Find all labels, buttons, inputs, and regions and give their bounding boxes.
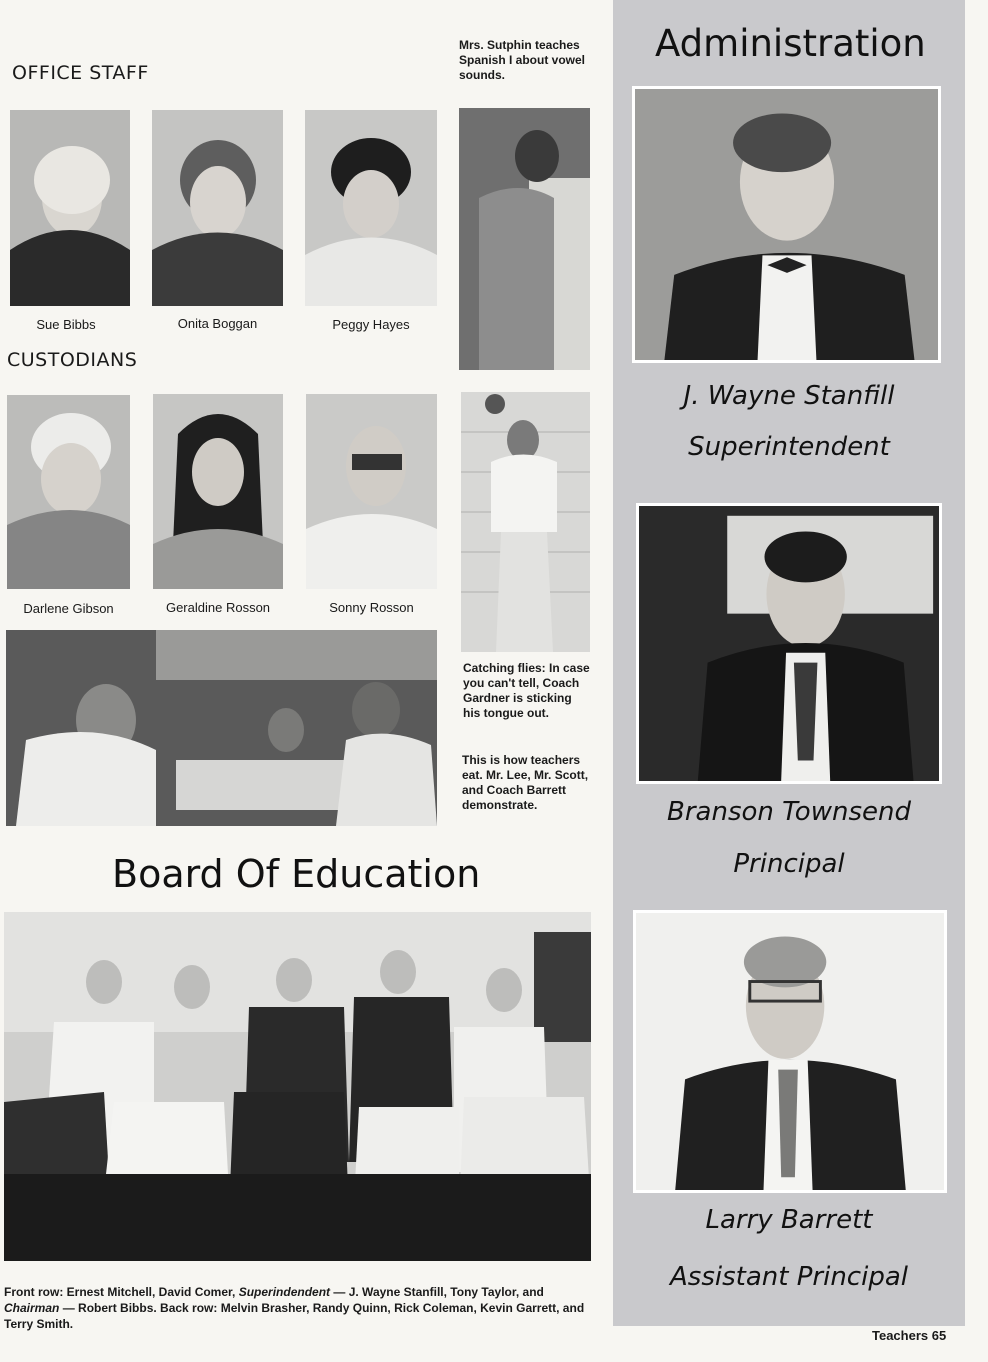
board-caption-italic1: Superindendent: [238, 1285, 331, 1299]
custodians-heading: CUSTODIANS: [7, 349, 138, 371]
caption-teachers-eat: This is how teachers eat. Mr. Lee, Mr. Scott, and Coach Barrett demonstrate.: [462, 753, 589, 812]
caption-catching-flies: Catching flies: In case you can't tell, Coach Gardner is sticking his tongue out.: [463, 661, 590, 720]
portrait-sonny-rosson: [306, 394, 437, 589]
board-caption-italic2: Chairman: [4, 1301, 60, 1315]
portrait-sue-bibbs: [10, 110, 130, 306]
portrait-branson-townsend: [636, 503, 942, 784]
office-name-3: Peggy Hayes: [332, 317, 410, 332]
admin-name-3: Larry Barrett: [705, 1205, 873, 1235]
portrait-onita-boggan: [152, 110, 283, 306]
board-title: Board Of Education: [112, 852, 481, 896]
board-caption-part1: Front row: Ernest Mitchell, David Comer,: [4, 1285, 239, 1299]
custodian-name-3: Sonny Rosson: [329, 600, 414, 615]
portrait-j-wayne-stanfill: [632, 86, 941, 363]
photo-teachers-eating: [6, 630, 437, 826]
portrait-peggy-hayes: [305, 110, 437, 306]
office-staff-heading: OFFICE STAFF: [12, 62, 149, 84]
board-caption: [4, 1284, 596, 1332]
admin-role-3: Assistant Principal: [670, 1262, 908, 1292]
administration-title: Administration: [655, 22, 926, 65]
admin-name-2: Branson Townsend: [667, 797, 911, 827]
caption-sutphin: Mrs. Sutphin teaches Spanish I about vowel sounds.: [459, 38, 586, 82]
photo-sutphin-teaching: [459, 108, 590, 370]
admin-role-1: Superintendent: [688, 432, 890, 462]
photo-board-of-education: [4, 912, 591, 1261]
portrait-geraldine-rosson: [153, 394, 283, 589]
portrait-darlene-gibson: [7, 395, 130, 589]
office-name-2: Onita Boggan: [177, 316, 258, 331]
custodian-name-2: Geraldine Rosson: [165, 600, 271, 615]
admin-name-1: J. Wayne Stanfill: [683, 381, 895, 411]
custodian-name-1: Darlene Gibson: [23, 601, 114, 616]
photo-coach-gardner: [461, 392, 590, 652]
footer-page-number: 65: [931, 1328, 947, 1343]
admin-role-2: Principal: [733, 849, 845, 879]
page-footer: [872, 1328, 946, 1343]
board-caption-part2: — J. Wayne Stanfill, Tony Taylor, and: [330, 1285, 544, 1299]
portrait-larry-barrett: [633, 910, 947, 1193]
office-name-1: Sue Bibbs: [36, 317, 96, 332]
board-caption-part3: — Robert Bibbs. Back row: Melvin Brasher, Randy Quinn, Rick Coleman, Kevin Garrett, and Terry Smith.: [4, 1301, 585, 1331]
footer-section: Teachers: [872, 1328, 929, 1343]
